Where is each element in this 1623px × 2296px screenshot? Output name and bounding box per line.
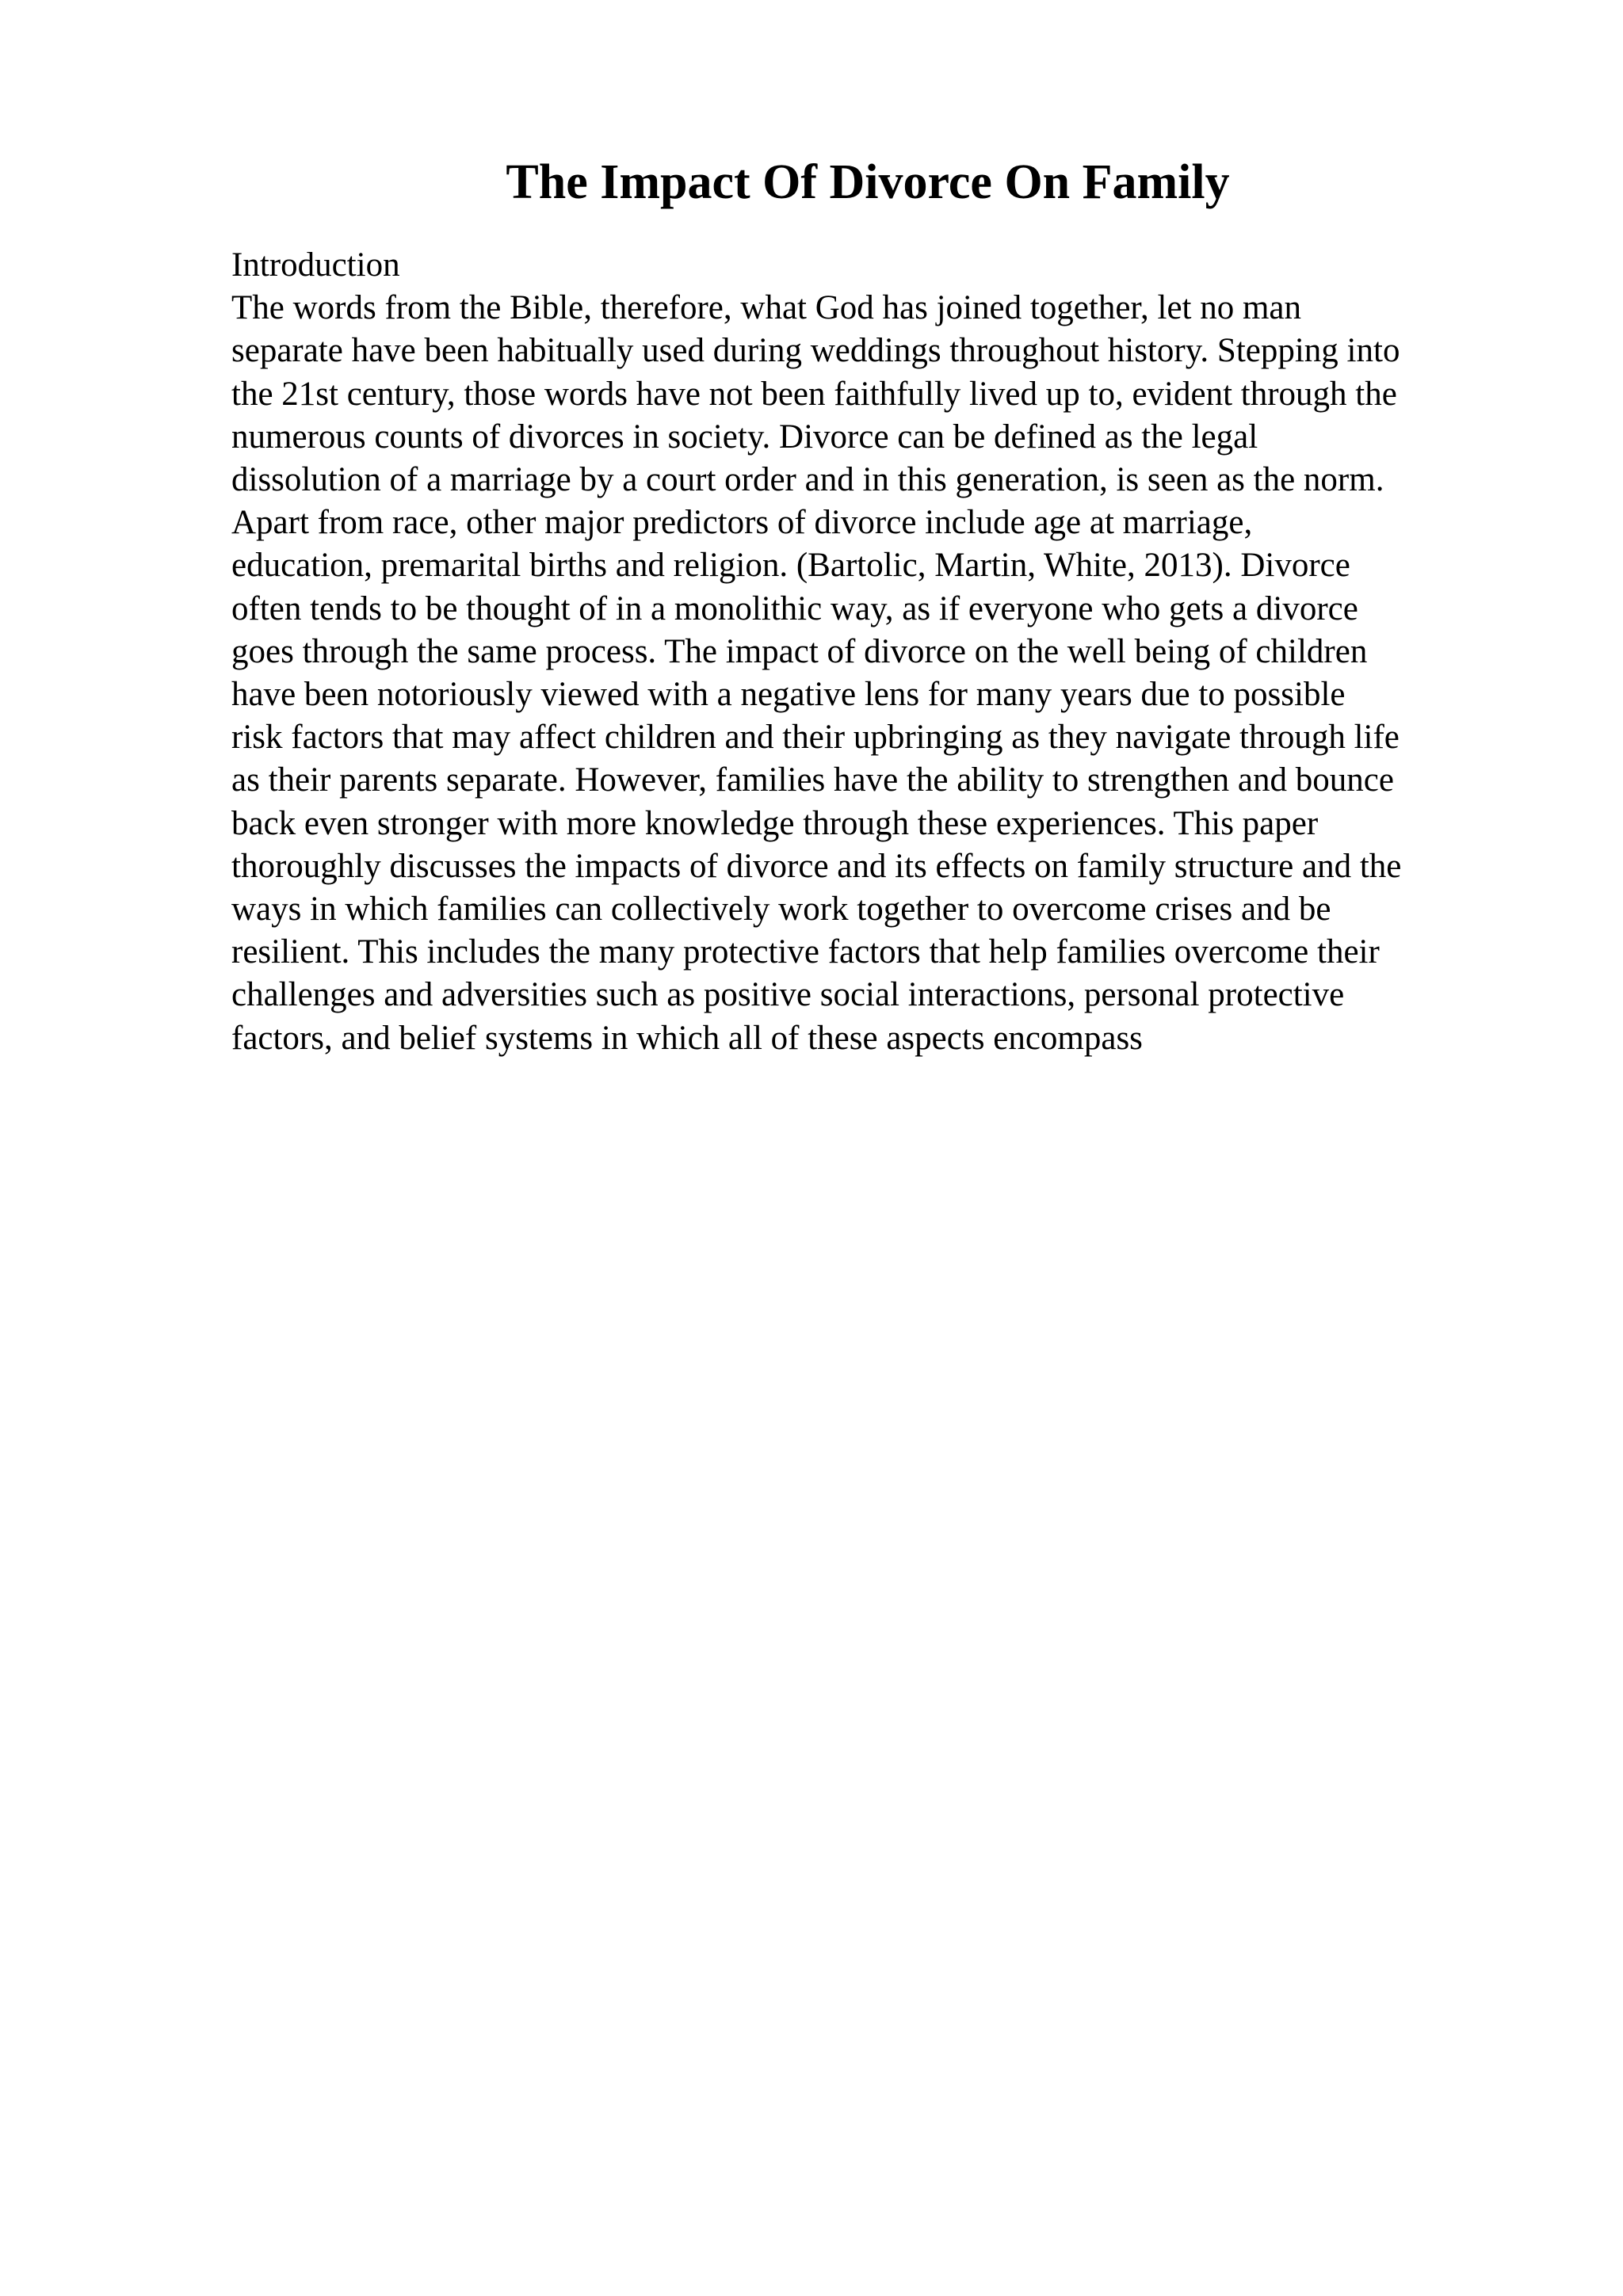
paragraph-line: challenges and adversities such as positive social interactions, personal protective bbox=[231, 976, 1345, 1014]
paragraph-line: The words from the Bible, therefore, what God has joined together, let no man bbox=[231, 289, 1302, 327]
paragraph-line: Apart from race, other major predictors of divorce include age at marriage, bbox=[231, 504, 1253, 542]
paragraph-line: the 21st century, those words have not been faithfully lived up to, evident through the bbox=[231, 375, 1397, 413]
paragraph-line: as their parents separate. However, families have the ability to strengthen and bounce bbox=[231, 761, 1394, 799]
paragraph-line: factors, and belief systems in which all of these aspects encompass bbox=[231, 1019, 1143, 1057]
paragraph-line: risk factors that may affect children and their upbringing as they navigate through life bbox=[231, 719, 1400, 757]
section-heading: Introduction bbox=[231, 246, 400, 284]
paragraph-line: thoroughly discusses the impacts of divorce and its effects on family structure and the bbox=[231, 847, 1402, 885]
paragraph-line: often tends to be thought of in a monolithic way, as if everyone who gets a divorce bbox=[231, 589, 1358, 627]
paragraph-line: goes through the same process. The impact of divorce on the well being of children bbox=[231, 632, 1368, 670]
paragraph-line: education, premarital births and religion. (Bartolic, Martin, White, 2013). Divorce bbox=[231, 547, 1350, 585]
paragraph-line: numerous counts of divorces in society. Divorce can be defined as the legal bbox=[231, 418, 1258, 456]
paragraph-line: have been notoriously viewed with a negative lens for many years due to possible bbox=[231, 676, 1346, 714]
paragraph-line: back even stronger with more knowledge through these experiences. This paper bbox=[231, 804, 1319, 842]
paragraph-line: resilient. This includes the many protective factors that help families overcome their bbox=[231, 933, 1380, 971]
introduction-section bbox=[231, 244, 1515, 1060]
paragraph-line: separate have been habitually used during weddings throughout history. Stepping into bbox=[231, 332, 1400, 370]
paragraph-line: dissolution of a marriage by a court order and in this generation, is seen as the norm. bbox=[231, 461, 1384, 499]
paragraph-line: ways in which families can collectively work together to overcome crises and be bbox=[231, 891, 1331, 929]
introduction-paragraph bbox=[231, 287, 1515, 1060]
document-title: The Impact Of Divorce On Family bbox=[506, 155, 1230, 209]
